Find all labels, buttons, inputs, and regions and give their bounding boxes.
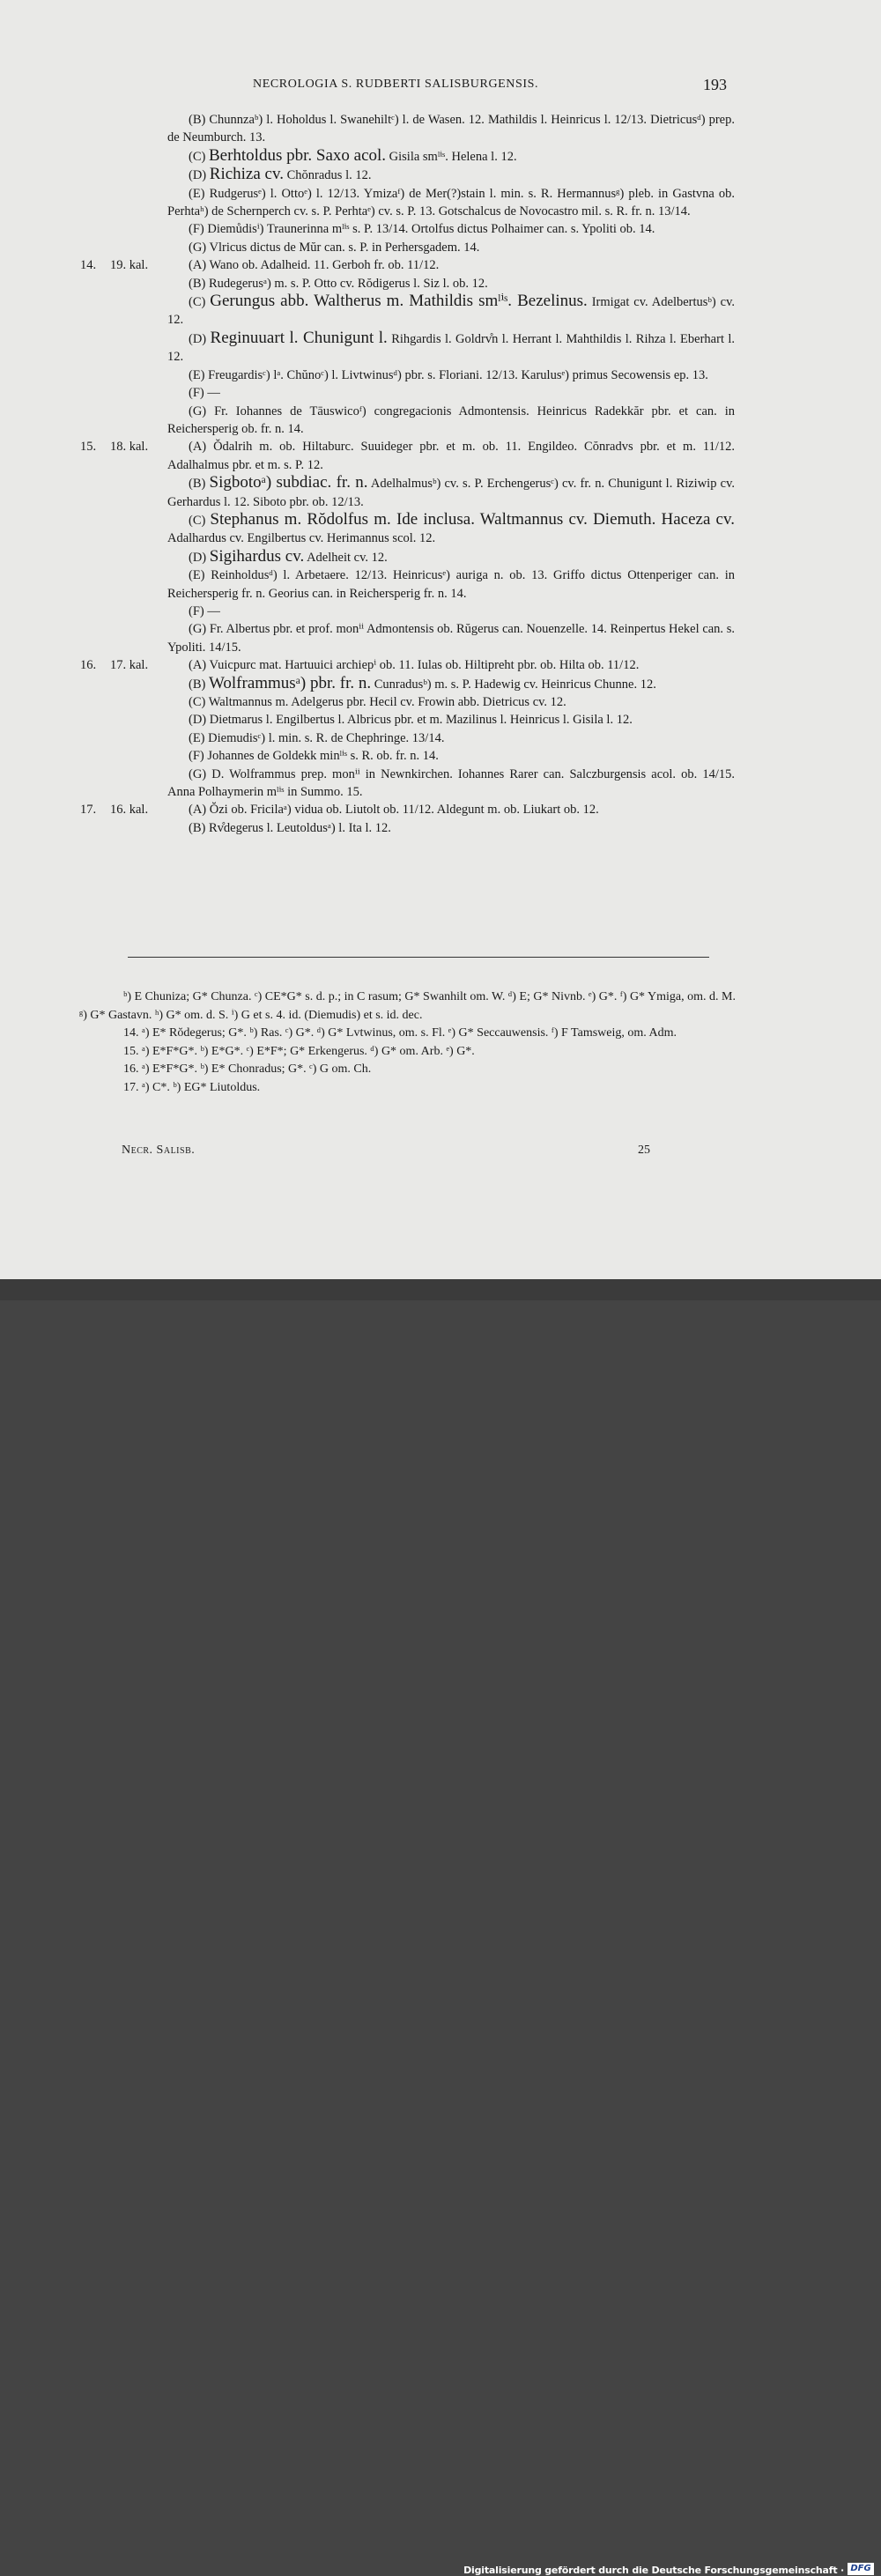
entry-text: — bbox=[207, 603, 220, 618]
day-number: 17. bbox=[80, 803, 97, 818]
large-type-names: Reginuuart l. Chunigunt l. bbox=[210, 328, 388, 347]
large-type-names: Richiza cv. bbox=[209, 165, 284, 184]
hand-label: (E) bbox=[189, 186, 205, 201]
day-number: 15. bbox=[80, 440, 97, 455]
hand-group bbox=[167, 566, 735, 603]
hand-group bbox=[167, 711, 735, 729]
entry-text: Wano ob. Adalheid. 11. Gerboh fr. ob. 11/12. bbox=[209, 258, 440, 273]
hand-group bbox=[167, 693, 735, 711]
day-entry bbox=[76, 438, 735, 656]
entry-text: Adalhardus cv. Engilbertus cv. Herimannus scol. 12. bbox=[167, 531, 436, 546]
entry-text: D. Wolframmus prep. monⁱⁱ in Newnkirchen. Iohannes Rarer can. Salczburgensis acol. ob. 14/15. Anna Polhaymerin mˡⁱˢ in Summo. 15. bbox=[167, 766, 735, 800]
hand-label: (B) bbox=[189, 113, 206, 127]
kalends-date: 17. kal. bbox=[110, 658, 149, 673]
hand-group bbox=[167, 603, 735, 620]
hand-label: (B) bbox=[189, 276, 206, 291]
footnote: ᵇ) E Chuniza; G* Chunza. ᶜ) CE*G* s. d. p.; in C rasum; G* Swanhilt om. W. ᵈ) E; G* Nivnb. ᵉ) G*. ᶠ) G* Ymiga, om. d. M. ᵍ) G* Gastavn. ʰ) G* om. d. S. ⁱ) G et s. 4. id. (Diemudis) et s. id. dec. bbox=[79, 990, 736, 1022]
hand-label: (C) bbox=[189, 295, 206, 310]
day-entry bbox=[76, 801, 735, 837]
entry-text: Cunradusᵇ) m. s. P. Hadewig cv. Heinricus Chunne. 12. bbox=[374, 677, 656, 692]
hand-label: (A) bbox=[189, 440, 207, 455]
footnote: 15. ᵃ) E*F*G*. ᵇ) E*G*. ᶜ) E*F*; G* Erkengerus. ᵈ) G* om. Arb. ᵉ) G*. bbox=[123, 1044, 475, 1058]
entry-text: Rv̊degerus l. Leutoldusᵃ) l. Ita l. 12. bbox=[208, 820, 391, 835]
day-entry bbox=[76, 656, 735, 801]
large-type-names: Berhtoldus pbr. Saxo acol. bbox=[208, 145, 387, 165]
hand-label: (E) bbox=[189, 730, 205, 745]
day-entry bbox=[76, 256, 735, 438]
entry-text: Rihgardis l. Goldrv̊n l. Herrant l. Mahthildis l. Rihza l. Eberhart l. 12. bbox=[167, 331, 736, 365]
entry-text: Gisila smˡⁱˢ. Helena l. 12. bbox=[389, 149, 517, 164]
large-type-names: Wolframmusᵃ) pbr. fr. n. bbox=[208, 673, 372, 692]
footnote: 17. ᵃ) C*. ᵇ) EG* Liutoldus. bbox=[123, 1080, 261, 1094]
entry-text: Reinholdusᵈ) l. Arbetaere. 12/13. Heinricusᵉ) auriga n. ob. 13. Griffo dictus Ottenperiger can. in Reichersperig fr. n. Georius can. in Reichersperig fr. n. 14. bbox=[167, 568, 736, 601]
hand-label: (D) bbox=[189, 331, 207, 346]
hand-group bbox=[167, 147, 735, 166]
kalends-date: 19. kal. bbox=[110, 258, 149, 273]
hand-label: (F) bbox=[189, 603, 204, 618]
kalends-date: 16. kal. bbox=[110, 803, 149, 818]
hand-group bbox=[167, 656, 735, 674]
hand-label: (C) bbox=[189, 513, 206, 528]
hand-group bbox=[167, 292, 735, 329]
entry-text: Rudgerusᵉ) l. Ottoᵉ) l. 12/13. Ymizaᶠ) de Mer(?)stain l. min. s. R. Hermannusᵍ) pleb. in Gastvna ob. Perhtaʰ) de Schernperch cv. s. P. Perhtaᵉ) cv. s. P. 13. Gotschalcus de Novocastro mil. s. R. fr. n. 13/14. bbox=[167, 186, 736, 219]
hand-label: (G) bbox=[189, 240, 207, 255]
signature-mark: Necr. Salisb. bbox=[122, 1144, 196, 1157]
page-number: 193 bbox=[703, 76, 727, 93]
hand-group bbox=[167, 111, 735, 147]
hand-group bbox=[167, 275, 735, 292]
hand-group bbox=[167, 729, 735, 747]
hand-group bbox=[167, 366, 735, 384]
hand-label: (E) bbox=[189, 367, 205, 382]
day-entry bbox=[76, 111, 735, 256]
entry-text: Freugardisᶜ) lᵃ. Chŭnoᶜ) l. Livtwinusᵈ) pbr. s. Floriani. 12/13. Karulusᵉ) primus Secowensis ep. 13. bbox=[208, 367, 708, 382]
hand-group bbox=[167, 819, 735, 837]
entry-text: Dietmarus l. Engilbertus l. Albricus pbr. et m. Mazilinus l. Heinricus l. Gisila l. 12. bbox=[209, 713, 633, 728]
entry-text: Fr. Iohannes de Tāuswicoᶠ) congregacionis Admontensis. Heinricus Radekkăr pbr. et can. in Reichersperig ob. fr. n. 14. bbox=[167, 403, 736, 436]
entry-text: Fr. Albertus pbr. et prof. monⁱⁱ Admontensis ob. Rŭgerus can. Nouenzelle. 14. Reinpertus Hekel can. s. Ypoliti. 14/15. bbox=[167, 622, 736, 655]
hand-group bbox=[167, 801, 735, 818]
hand-group bbox=[167, 166, 735, 184]
hand-group bbox=[167, 256, 735, 274]
hand-label: (D) bbox=[189, 168, 207, 183]
hand-group bbox=[167, 220, 735, 238]
hand-label: (G) bbox=[189, 766, 207, 781]
entry-text: Adelheit cv. 12. bbox=[307, 550, 388, 565]
entry-text: Johannes de Goldekk minˡⁱˢ s. R. ob. fr. n. 14. bbox=[207, 749, 439, 764]
footnotes bbox=[79, 988, 736, 1098]
entry-text: Diemůdisⁱ) Traunerinna mˡⁱˢ s. P. 13/14. Ortolfus dictus Polhaimer can. s. Ypoliti ob. 14. bbox=[207, 222, 655, 237]
footnote-rule bbox=[128, 957, 709, 958]
digitization-credit: Digitalisierung gefördert durch die Deutsche Forschungsgemeinschaft · bbox=[463, 2565, 844, 2576]
hand-label: (F) bbox=[189, 749, 204, 764]
hand-group bbox=[167, 329, 735, 366]
dfg-logo: DFG bbox=[848, 2563, 874, 2575]
entry-text: Rudegerusᵃ) m. s. P. Otto cv. Rŏdigerus l. Siz l. ob. 12. bbox=[208, 276, 488, 291]
hand-group bbox=[167, 239, 735, 256]
hand-label: (E) bbox=[189, 568, 205, 583]
large-type-names: Gerungus abb. Waltherus m. Mathildis smˡⁱˢ. Bezelinus. bbox=[210, 292, 588, 311]
hand-group bbox=[167, 548, 735, 566]
hand-group bbox=[167, 384, 735, 402]
bottom-bar bbox=[0, 1279, 881, 2576]
hand-group bbox=[167, 620, 735, 656]
hand-group bbox=[167, 766, 735, 802]
footnote: 14. ᵃ) E* Rŏdegerus; G*. ᵇ) Ras. ᶜ) G*. ᵈ) G* Lvtwinus, om. s. Fl. ᵉ) G* Seccauwensis. ᶠ) F Tamsweig, om. Adm. bbox=[123, 1026, 677, 1040]
hand-label: (G) bbox=[189, 403, 207, 418]
hand-label: (B) bbox=[189, 477, 206, 492]
hand-group bbox=[167, 185, 735, 221]
large-type-names: Sigihardus cv. bbox=[209, 546, 305, 566]
entry-text: Ŏdalrih m. ob. Hiltaburc. Suuideger pbr. et m. ob. 11. Engildeo. Cŏnradvs pbr. et m. 11/12. Adalhalmus pbr. et m. s. P. 12. bbox=[167, 440, 736, 472]
entry-text: Vlricus dictus de Mŭr can. s. P. in Perhersgadem. 14. bbox=[209, 240, 480, 255]
day-number: 14. bbox=[80, 258, 97, 273]
entry-text: Chŏnradus l. 12. bbox=[286, 168, 372, 183]
kalends-date: 18. kal. bbox=[110, 440, 149, 455]
hand-label: (A) bbox=[189, 658, 207, 673]
page bbox=[0, 0, 881, 1279]
hand-label: (C) bbox=[189, 695, 206, 709]
entry-text: Waltmannus m. Adelgerus pbr. Hecil cv. Frowin abb. Dietricus cv. 12. bbox=[208, 695, 566, 709]
entry-text: Chunnzaᵇ) l. Hoholdus l. Swanehiltᶜ) l. de Wasen. 12. Mathildis l. Heinricus l. 12/13. Dietricusᵈ) prep. de Neumburch. 13. bbox=[167, 113, 735, 145]
hand-label: (B) bbox=[189, 820, 206, 835]
hand-group bbox=[167, 675, 735, 693]
hand-group bbox=[167, 403, 735, 439]
hand-label: (A) bbox=[189, 803, 207, 818]
entry-text: Irmigat cv. Adelbertusᵇ) cv. 12. bbox=[167, 295, 736, 328]
hand-label: (F) bbox=[189, 386, 204, 401]
day-number: 16. bbox=[80, 658, 97, 673]
hand-label: (F) bbox=[189, 222, 204, 237]
entry-text: Diemudisᶜ) l. min. s. R. de Chephringe. 13/14. bbox=[208, 730, 445, 745]
sheet-number: 25 bbox=[638, 1144, 650, 1157]
hand-group bbox=[167, 474, 735, 511]
hand-label: (A) bbox=[189, 258, 207, 273]
entry-text: Adelhalmusᵇ) cv. s. P. Erchengerusᶜ) cv. fr. n. Chunigunt l. Riziwip cv. Gerhardus l. 12. Siboto pbr. ob. 12/13. bbox=[167, 477, 735, 509]
hand-label: (G) bbox=[189, 622, 207, 637]
footnote: 16. ᵃ) E*F*G*. ᵇ) E* Chonradus; G*. ᶜ) G om. Ch. bbox=[123, 1062, 372, 1077]
hand-label: (D) bbox=[189, 550, 207, 565]
hand-group bbox=[167, 511, 735, 548]
entry-text: — bbox=[207, 386, 220, 401]
large-type-names: Stephanus m. Rŏdolfus m. Ide inclusa. Waltmannus cv. Diemuth. Haceza cv. bbox=[210, 509, 736, 529]
hand-label: (D) bbox=[189, 713, 207, 728]
hand-label: (C) bbox=[189, 149, 206, 164]
running-header: NECROLOGIA S. RUDBERTI SALISBURGENSIS. bbox=[253, 78, 539, 91]
entry-text: Ŏzi ob. Fricilaᵃ) vidua ob. Liutolt ob. 11/12. Aldegunt m. ob. Liukart ob. 12. bbox=[209, 803, 599, 818]
necrology-text bbox=[76, 111, 735, 837]
hand-group bbox=[167, 747, 735, 765]
entry-text: Vuicpurc mat. Hartuuici archiepⁱ ob. 11. Iulas ob. Hiltipreht pbr. ob. Hilta ob. 11/12. bbox=[209, 658, 640, 673]
hand-group bbox=[167, 438, 735, 474]
hand-label: (B) bbox=[189, 677, 206, 692]
large-type-names: Sigbotoᵃ) subdiac. fr. n. bbox=[209, 473, 368, 492]
